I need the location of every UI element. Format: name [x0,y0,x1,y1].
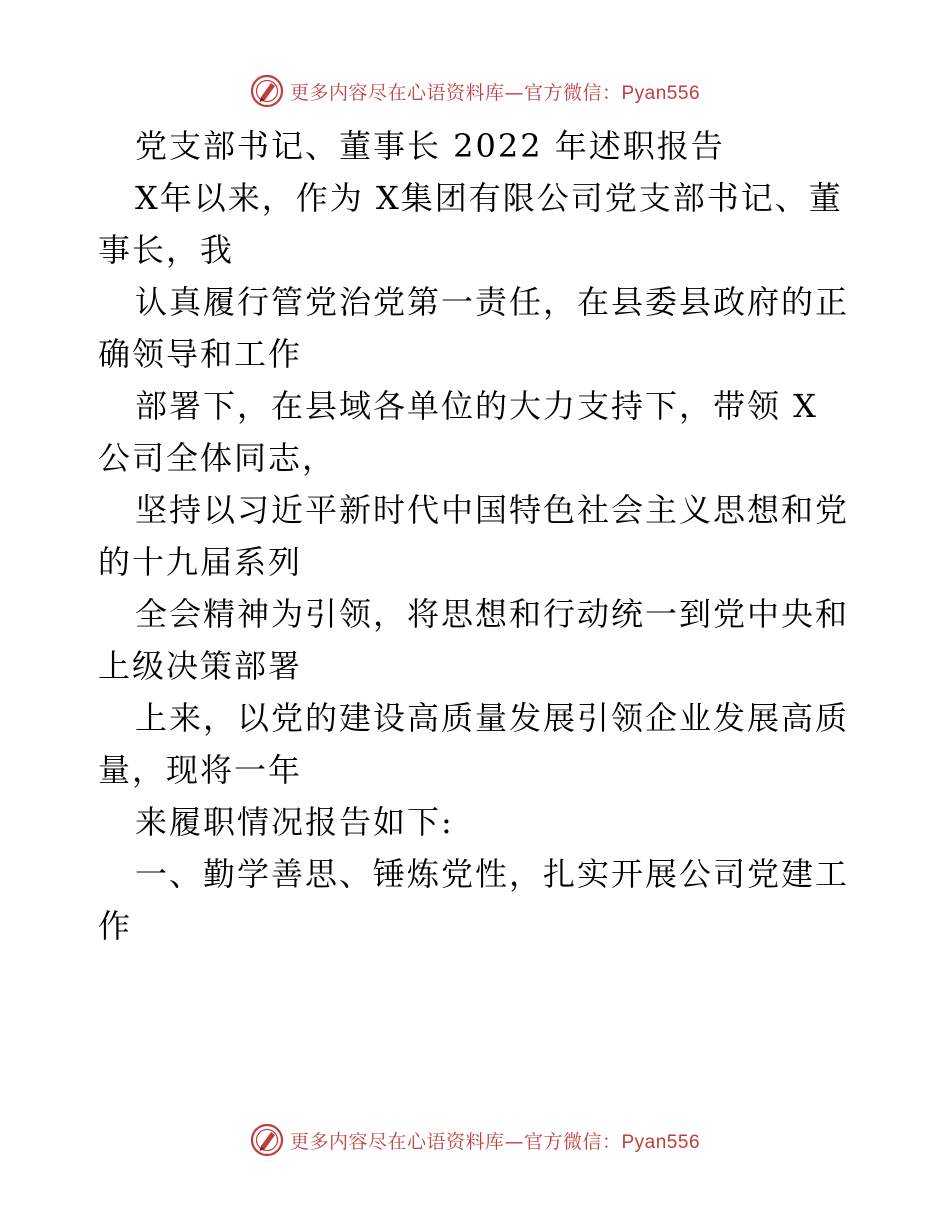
paragraph-line: 量，现将一年 [98,751,303,789]
paragraph-line: 坚持以习近平新时代中国特色社会主义思想和党 [135,491,850,529]
watermark-text: 更多内容尽在心语资料库—官方微信：Pyan556 [289,1130,701,1153]
pen-logo-icon [250,1123,284,1157]
paragraph-line: 来履职情况报告如下: [135,803,454,841]
section-heading-continuation: 作 [98,907,133,945]
section-heading: 一、勤学善思、锤炼党性，扎实开展公司党建工 [135,855,850,893]
paragraph-line: 认真履行管党治党第一责任，在县委县政府的正 [135,283,850,321]
pen-logo-icon [250,74,284,108]
paragraph-line: 事长，我 [98,231,235,269]
paragraph-line: X年以来，作为 X集团有限公司党支部书记、董 [135,179,843,217]
footer-watermark [0,1120,950,1160]
paragraph-line: 上级决策部署 [98,647,303,685]
paragraph-line: 的十九届系列 [98,543,303,581]
header-watermark [0,71,950,111]
watermark-text: 更多内容尽在心语资料库—官方微信：Pyan556 [289,81,701,104]
document-title: 党支部书记、董事长 2022 年述职报告 [135,127,725,165]
paragraph-line: 全会精神为引领，将思想和行动统一到党中央和 [135,595,850,633]
document-body [98,126,858,947]
paragraph-line: 上来，以党的建设高质量发展引领企业发展高质 [135,699,850,737]
paragraph-line: 公司全体同志， [98,439,337,477]
paragraph-line: 部署下，在县域各单位的大力支持下，带领 X [135,387,818,425]
paragraph-line: 确领导和工作 [98,335,303,373]
